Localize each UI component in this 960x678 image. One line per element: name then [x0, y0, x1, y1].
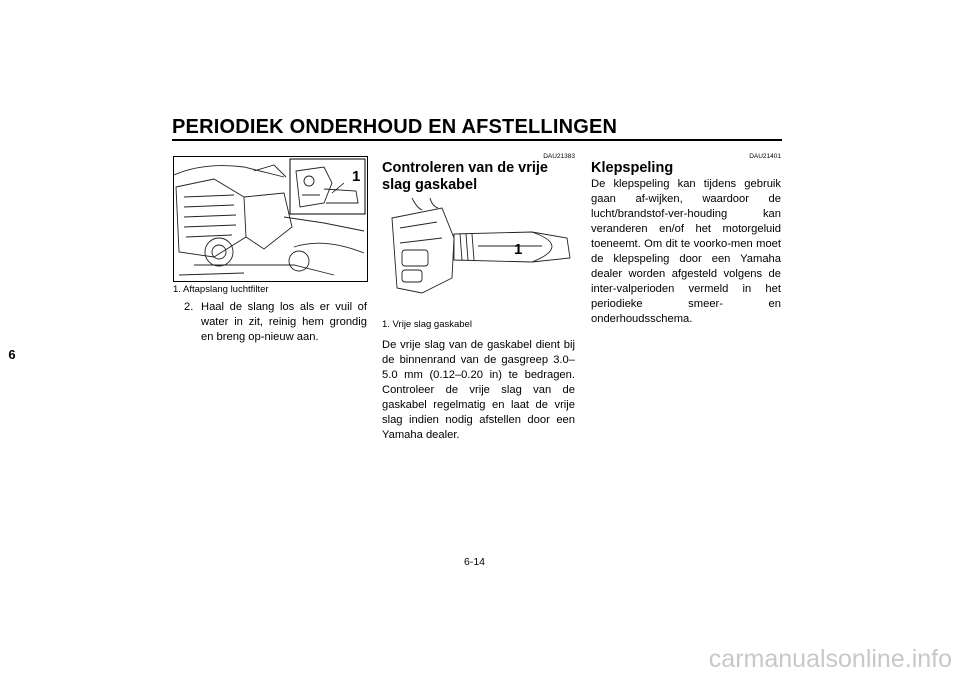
page-header-title: PERIODIEK ONDERHOUD EN AFSTELLINGEN	[172, 116, 618, 138]
chapter-tab: 6	[8, 347, 16, 362]
throttle-grip-illustration	[382, 198, 575, 316]
figure-caption: 1. Vrije slag gaskabel	[382, 319, 472, 330]
body-paragraph: De vrije slag van de gaskabel dient bij de binnenrand van de gasgreep 3.0–5.0 mm (0.12–0.20 in) te bedragen. Controleer de vrije slag van de gaskabel regelmatig en laat de vrije slag indien nodig afstellen door een Yamaha dealer.	[382, 339, 575, 441]
step-text: Haal de slang los als er vuil of water in zit, reinig hem grondig en breng op-nieuw aan.	[201, 301, 367, 343]
watermark: carmanualsonline.info	[708, 645, 952, 673]
engine-illustration	[174, 157, 367, 281]
throttle-cable-figure	[382, 198, 575, 316]
document-code: DAU21401	[749, 153, 781, 160]
header-rule	[172, 139, 782, 141]
air-filter-drain-hose-figure	[173, 156, 368, 282]
section-heading: Controleren van de vrije slag gaskabel	[382, 160, 548, 193]
figure-callout-1: 1	[352, 168, 361, 185]
figure-caption: 1. Aftapslang luchtfilter	[173, 284, 269, 295]
document-code: DAU21383	[543, 153, 575, 160]
section-heading: Klepspeling	[591, 160, 674, 176]
body-paragraph: De klepspeling kan tijdens gebruik gaan af-wijken, waardoor de lucht/brandstof-ver-houding kan veranderen en/of het motorgeluid toeneemt. Om dit te voorko-men moet de klepspeling door een Yamaha dealer worden afgesteld volgens de inter-valperioden vermeld in het periodieke smeer- en onderhoudsschema.	[591, 178, 781, 325]
step-number: 2.	[184, 301, 194, 313]
page-number: 6-14	[464, 556, 486, 568]
figure-callout-1: 1	[514, 241, 523, 258]
